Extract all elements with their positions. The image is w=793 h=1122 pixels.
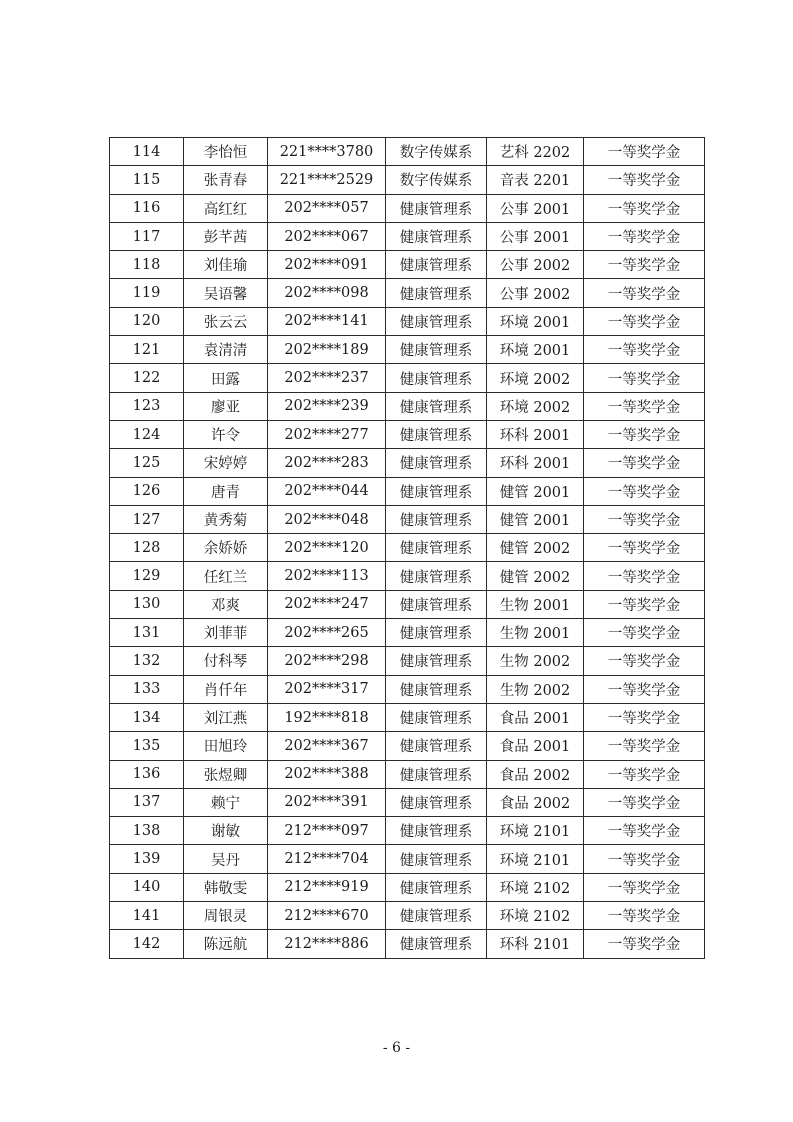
award-cell: 一等奖学金 xyxy=(584,194,705,222)
row-number-cell: 134 xyxy=(110,703,184,731)
row-number-cell: 122 xyxy=(110,364,184,392)
student-id-cell: 202****239 xyxy=(268,392,386,420)
class-cell: 公事 2002 xyxy=(487,251,584,279)
class-cell: 健管 2002 xyxy=(487,534,584,562)
student-id-cell: 202****113 xyxy=(268,562,386,590)
table-row xyxy=(110,760,705,788)
table-row xyxy=(110,930,705,958)
department-cell: 健康管理系 xyxy=(386,675,487,703)
department-cell: 健康管理系 xyxy=(386,392,487,420)
student-id-cell: 202****141 xyxy=(268,307,386,335)
student-name-cell: 赖宁 xyxy=(184,788,268,816)
student-name-cell: 廖亚 xyxy=(184,392,268,420)
class-cell: 生物 2001 xyxy=(487,619,584,647)
student-id-cell: 212****097 xyxy=(268,817,386,845)
department-cell: 数字传媒系 xyxy=(386,166,487,194)
department-cell: 健康管理系 xyxy=(386,902,487,930)
row-number-cell: 119 xyxy=(110,279,184,307)
row-number-cell: 116 xyxy=(110,194,184,222)
class-cell: 环境 2102 xyxy=(487,873,584,901)
class-cell: 环境 2002 xyxy=(487,392,584,420)
student-name-cell: 袁清清 xyxy=(184,336,268,364)
row-number-cell: 131 xyxy=(110,619,184,647)
row-number-cell: 125 xyxy=(110,449,184,477)
table-row xyxy=(110,732,705,760)
student-name-cell: 韩敬雯 xyxy=(184,873,268,901)
table-row xyxy=(110,138,705,166)
class-cell: 健管 2002 xyxy=(487,562,584,590)
table-row xyxy=(110,562,705,590)
class-cell: 环境 2002 xyxy=(487,364,584,392)
department-cell: 健康管理系 xyxy=(386,619,487,647)
department-cell: 健康管理系 xyxy=(386,703,487,731)
table-row xyxy=(110,817,705,845)
student-id-cell: 202****391 xyxy=(268,788,386,816)
class-cell: 健管 2001 xyxy=(487,477,584,505)
student-id-cell: 202****247 xyxy=(268,590,386,618)
award-cell: 一等奖学金 xyxy=(584,364,705,392)
row-number-cell: 132 xyxy=(110,647,184,675)
class-cell: 食品 2002 xyxy=(487,760,584,788)
student-id-cell: 202****237 xyxy=(268,364,386,392)
table-row xyxy=(110,788,705,816)
student-name-cell: 彭芊茜 xyxy=(184,222,268,250)
student-name-cell: 张煜卿 xyxy=(184,760,268,788)
class-cell: 食品 2002 xyxy=(487,788,584,816)
student-id-cell: 202****098 xyxy=(268,279,386,307)
table-row xyxy=(110,703,705,731)
row-number-cell: 126 xyxy=(110,477,184,505)
student-name-cell: 吴语馨 xyxy=(184,279,268,307)
table-row xyxy=(110,307,705,335)
class-cell: 艺科 2202 xyxy=(487,138,584,166)
student-name-cell: 刘江燕 xyxy=(184,703,268,731)
row-number-cell: 129 xyxy=(110,562,184,590)
page-number: - 6 - xyxy=(382,1040,411,1056)
award-cell: 一等奖学金 xyxy=(584,251,705,279)
table-body xyxy=(110,138,705,959)
award-cell: 一等奖学金 xyxy=(584,675,705,703)
row-number-cell: 137 xyxy=(110,788,184,816)
department-cell: 健康管理系 xyxy=(386,845,487,873)
department-cell: 健康管理系 xyxy=(386,562,487,590)
table-row xyxy=(110,392,705,420)
student-name-cell: 张云云 xyxy=(184,307,268,335)
award-cell: 一等奖学金 xyxy=(584,703,705,731)
row-number-cell: 142 xyxy=(110,930,184,958)
student-id-cell: 212****704 xyxy=(268,845,386,873)
student-id-cell: 202****277 xyxy=(268,420,386,448)
class-cell: 公事 2002 xyxy=(487,279,584,307)
award-cell: 一等奖学金 xyxy=(584,336,705,364)
department-cell: 健康管理系 xyxy=(386,279,487,307)
department-cell: 健康管理系 xyxy=(386,760,487,788)
table-row xyxy=(110,902,705,930)
department-cell: 健康管理系 xyxy=(386,307,487,335)
student-name-cell: 李怡恒 xyxy=(184,138,268,166)
department-cell: 健康管理系 xyxy=(386,251,487,279)
row-number-cell: 135 xyxy=(110,732,184,760)
student-name-cell: 田旭玲 xyxy=(184,732,268,760)
award-cell: 一等奖学金 xyxy=(584,279,705,307)
award-cell: 一等奖学金 xyxy=(584,760,705,788)
award-cell: 一等奖学金 xyxy=(584,477,705,505)
table-row xyxy=(110,279,705,307)
student-name-cell: 唐青 xyxy=(184,477,268,505)
student-name-cell: 黄秀菊 xyxy=(184,505,268,533)
student-id-cell: 202****265 xyxy=(268,619,386,647)
award-cell: 一等奖学金 xyxy=(584,505,705,533)
table-row xyxy=(110,449,705,477)
student-id-cell: 202****298 xyxy=(268,647,386,675)
student-id-cell: 202****057 xyxy=(268,194,386,222)
table-row xyxy=(110,251,705,279)
table-row xyxy=(110,505,705,533)
student-name-cell: 余娇娇 xyxy=(184,534,268,562)
table-row xyxy=(110,675,705,703)
table-row xyxy=(110,590,705,618)
award-cell: 一等奖学金 xyxy=(584,420,705,448)
table-row xyxy=(110,647,705,675)
student-name-cell: 陈远航 xyxy=(184,930,268,958)
award-cell: 一等奖学金 xyxy=(584,902,705,930)
award-cell: 一等奖学金 xyxy=(584,138,705,166)
table-row xyxy=(110,420,705,448)
department-cell: 健康管理系 xyxy=(386,534,487,562)
row-number-cell: 123 xyxy=(110,392,184,420)
row-number-cell: 121 xyxy=(110,336,184,364)
class-cell: 公事 2001 xyxy=(487,194,584,222)
student-name-cell: 肖仟年 xyxy=(184,675,268,703)
row-number-cell: 138 xyxy=(110,817,184,845)
award-cell: 一等奖学金 xyxy=(584,647,705,675)
student-id-cell: 202****189 xyxy=(268,336,386,364)
student-id-cell: 221****3780 xyxy=(268,138,386,166)
department-cell: 健康管理系 xyxy=(386,505,487,533)
class-cell: 环科 2001 xyxy=(487,449,584,477)
student-name-cell: 宋婷婷 xyxy=(184,449,268,477)
student-id-cell: 202****048 xyxy=(268,505,386,533)
department-cell: 健康管理系 xyxy=(386,590,487,618)
student-name-cell: 谢敏 xyxy=(184,817,268,845)
table-row xyxy=(110,477,705,505)
student-name-cell: 刘佳瑜 xyxy=(184,251,268,279)
student-name-cell: 吴丹 xyxy=(184,845,268,873)
department-cell: 健康管理系 xyxy=(386,420,487,448)
scholarship-table-container xyxy=(109,137,705,959)
student-id-cell: 202****388 xyxy=(268,760,386,788)
student-name-cell: 任红兰 xyxy=(184,562,268,590)
student-id-cell: 202****067 xyxy=(268,222,386,250)
student-id-cell: 212****919 xyxy=(268,873,386,901)
student-id-cell: 202****283 xyxy=(268,449,386,477)
department-cell: 健康管理系 xyxy=(386,364,487,392)
student-id-cell: 202****091 xyxy=(268,251,386,279)
row-number-cell: 136 xyxy=(110,760,184,788)
department-cell: 数字传媒系 xyxy=(386,138,487,166)
class-cell: 食品 2001 xyxy=(487,732,584,760)
table-row xyxy=(110,845,705,873)
student-id-cell: 202****044 xyxy=(268,477,386,505)
department-cell: 健康管理系 xyxy=(386,194,487,222)
student-name-cell: 高红红 xyxy=(184,194,268,222)
table-row xyxy=(110,534,705,562)
table-row xyxy=(110,336,705,364)
department-cell: 健康管理系 xyxy=(386,222,487,250)
table-row xyxy=(110,873,705,901)
department-cell: 健康管理系 xyxy=(386,647,487,675)
student-id-cell: 212****886 xyxy=(268,930,386,958)
class-cell: 音表 2201 xyxy=(487,166,584,194)
student-id-cell: 212****670 xyxy=(268,902,386,930)
department-cell: 健康管理系 xyxy=(386,336,487,364)
award-cell: 一等奖学金 xyxy=(584,222,705,250)
student-id-cell: 202****120 xyxy=(268,534,386,562)
department-cell: 健康管理系 xyxy=(386,930,487,958)
award-cell: 一等奖学金 xyxy=(584,732,705,760)
student-name-cell: 田露 xyxy=(184,364,268,392)
row-number-cell: 130 xyxy=(110,590,184,618)
department-cell: 健康管理系 xyxy=(386,449,487,477)
award-cell: 一等奖学金 xyxy=(584,788,705,816)
row-number-cell: 140 xyxy=(110,873,184,901)
student-id-cell: 192****818 xyxy=(268,703,386,731)
row-number-cell: 141 xyxy=(110,902,184,930)
row-number-cell: 115 xyxy=(110,166,184,194)
student-name-cell: 付科琴 xyxy=(184,647,268,675)
row-number-cell: 117 xyxy=(110,222,184,250)
table-row xyxy=(110,222,705,250)
table-row xyxy=(110,619,705,647)
class-cell: 健管 2001 xyxy=(487,505,584,533)
award-cell: 一等奖学金 xyxy=(584,619,705,647)
class-cell: 环境 2101 xyxy=(487,845,584,873)
department-cell: 健康管理系 xyxy=(386,788,487,816)
award-cell: 一等奖学金 xyxy=(584,590,705,618)
row-number-cell: 128 xyxy=(110,534,184,562)
class-cell: 生物 2001 xyxy=(487,590,584,618)
row-number-cell: 118 xyxy=(110,251,184,279)
award-cell: 一等奖学金 xyxy=(584,534,705,562)
department-cell: 健康管理系 xyxy=(386,732,487,760)
class-cell: 环科 2101 xyxy=(487,930,584,958)
department-cell: 健康管理系 xyxy=(386,873,487,901)
class-cell: 生物 2002 xyxy=(487,675,584,703)
table-row xyxy=(110,364,705,392)
class-cell: 环境 2001 xyxy=(487,307,584,335)
award-cell: 一等奖学金 xyxy=(584,307,705,335)
class-cell: 环境 2102 xyxy=(487,902,584,930)
award-cell: 一等奖学金 xyxy=(584,392,705,420)
department-cell: 健康管理系 xyxy=(386,477,487,505)
table-row xyxy=(110,166,705,194)
table-row xyxy=(110,194,705,222)
student-name-cell: 邓爽 xyxy=(184,590,268,618)
award-cell: 一等奖学金 xyxy=(584,873,705,901)
row-number-cell: 127 xyxy=(110,505,184,533)
scholarship-table xyxy=(109,137,705,959)
department-cell: 健康管理系 xyxy=(386,817,487,845)
class-cell: 食品 2001 xyxy=(487,703,584,731)
row-number-cell: 114 xyxy=(110,138,184,166)
student-id-cell: 221****2529 xyxy=(268,166,386,194)
class-cell: 公事 2001 xyxy=(487,222,584,250)
class-cell: 生物 2002 xyxy=(487,647,584,675)
award-cell: 一等奖学金 xyxy=(584,166,705,194)
class-cell: 环科 2001 xyxy=(487,420,584,448)
student-id-cell: 202****317 xyxy=(268,675,386,703)
award-cell: 一等奖学金 xyxy=(584,930,705,958)
award-cell: 一等奖学金 xyxy=(584,562,705,590)
student-name-cell: 刘菲菲 xyxy=(184,619,268,647)
row-number-cell: 124 xyxy=(110,420,184,448)
class-cell: 环境 2001 xyxy=(487,336,584,364)
student-id-cell: 202****367 xyxy=(268,732,386,760)
student-name-cell: 许令 xyxy=(184,420,268,448)
class-cell: 环境 2101 xyxy=(487,817,584,845)
row-number-cell: 120 xyxy=(110,307,184,335)
award-cell: 一等奖学金 xyxy=(584,845,705,873)
row-number-cell: 139 xyxy=(110,845,184,873)
award-cell: 一等奖学金 xyxy=(584,449,705,477)
student-name-cell: 张青春 xyxy=(184,166,268,194)
student-name-cell: 周银灵 xyxy=(184,902,268,930)
row-number-cell: 133 xyxy=(110,675,184,703)
award-cell: 一等奖学金 xyxy=(584,817,705,845)
